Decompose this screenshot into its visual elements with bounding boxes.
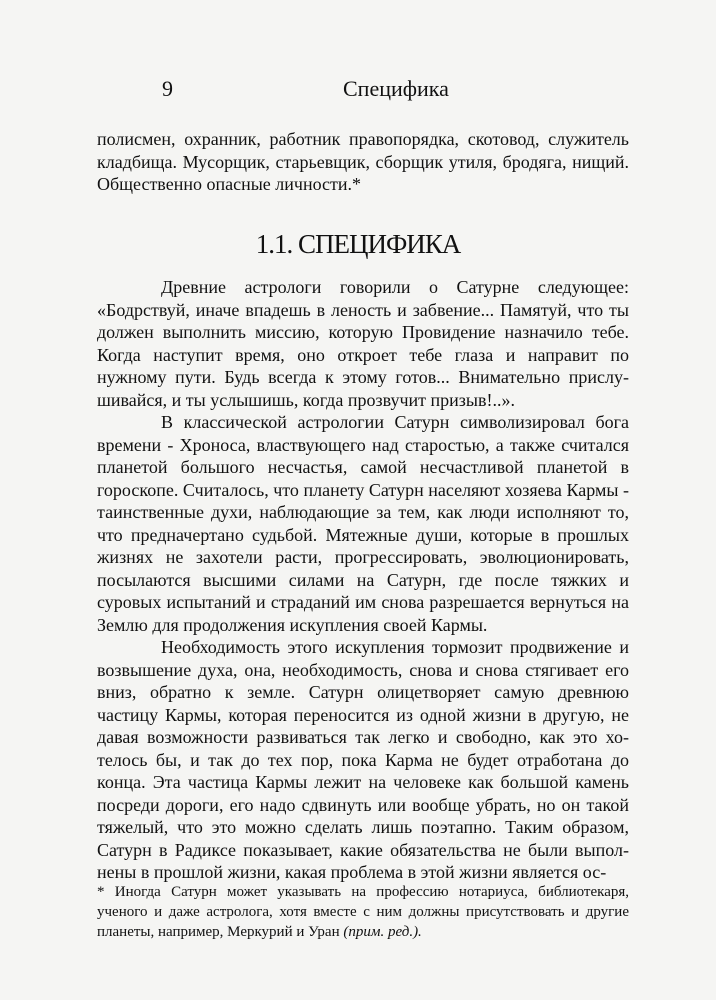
footnote-editor-note: (прим. ред.). <box>343 924 422 940</box>
paragraph-3: Необходимость этого искупления тормозит продвижение и возвышение духа, она, необходимость, снова и снова стягивает его вниз, обратно к земле. Сатурн олицетворяет самую древнюю частицу Кармы, которая переносится из одной жизни в другую, не давая возможности развиваться так легко и свободно, как это хо-телось бы, и так до тех пор, пока Карма не будет отработана до конца. Эта частица Кармы лежит на человеке как большой камень посреди дороги, его надо сдвинуть или вообще убрать, но он такой тяжелый, что это можно сделать лишь поэтапно. Таким образом, Сатурн в Радиксе показывает, какие обязательства не были выпол-нены в прошлой жизни, какая проблема в этой жизни является ос- <box>97 637 629 882</box>
footnote-text: * Иногда Сатурн может указывать на профессию нотариуса, библиотекаря, ученого и даже астролога, хотя вместе с ним должны присутствовать и другие планеты, например, Меркурий и Уран <box>97 884 629 940</box>
footnote <box>97 882 629 942</box>
continuation-paragraph: полисмен, охранник, работник правопорядка, скотовод, служитель кладбища. Мусорщик, старьевщик, сборщик утиля, бродяга, нищий. Общественно опасные личности.* <box>97 129 629 194</box>
running-title: Специфика <box>343 76 449 101</box>
section-heading: 1.1. СПЕЦИФИКА <box>255 229 461 259</box>
paragraph-1: Древние астрологи говорили о Сатурне следующее: «Бодрствуй, иначе впадешь в леность и забвение... Памятуй, что ты должен выполнить миссию, которую Провидение назначило тебе. Когда наступит время, оно откроет тебе глаза и направит по нужному пути. Будь всегда к этому готов... Внимательно прислу-шивайся, и ты услышишь, когда прозвучит призыв!..». <box>97 277 629 410</box>
page-number: 9 <box>162 76 173 101</box>
section-body <box>97 276 629 884</box>
paragraph-2: В классической астрологии Сатурн символизировал бога времени - Хроноса, властвующего над старостью, а также считался планетой большого несчастья, самой несчастливой планетой в гороскопе. Считалось, что планету Сатурн населяют хозяева Кармы - таинственные духи, наблюдающие за тем, как люди исполняют то, что предначертано судьбой. Мятежные души, которые в прошлых жизнях не захотели расти, прогрессировать, эволюционировать, посылаются высшими силами на Сатурн, где после тяжких и суровых испытаний и страданий им снова разрешается вернуться на Землю для продолжения искупления своей Кармы. <box>97 412 629 635</box>
running-head <box>0 74 716 104</box>
